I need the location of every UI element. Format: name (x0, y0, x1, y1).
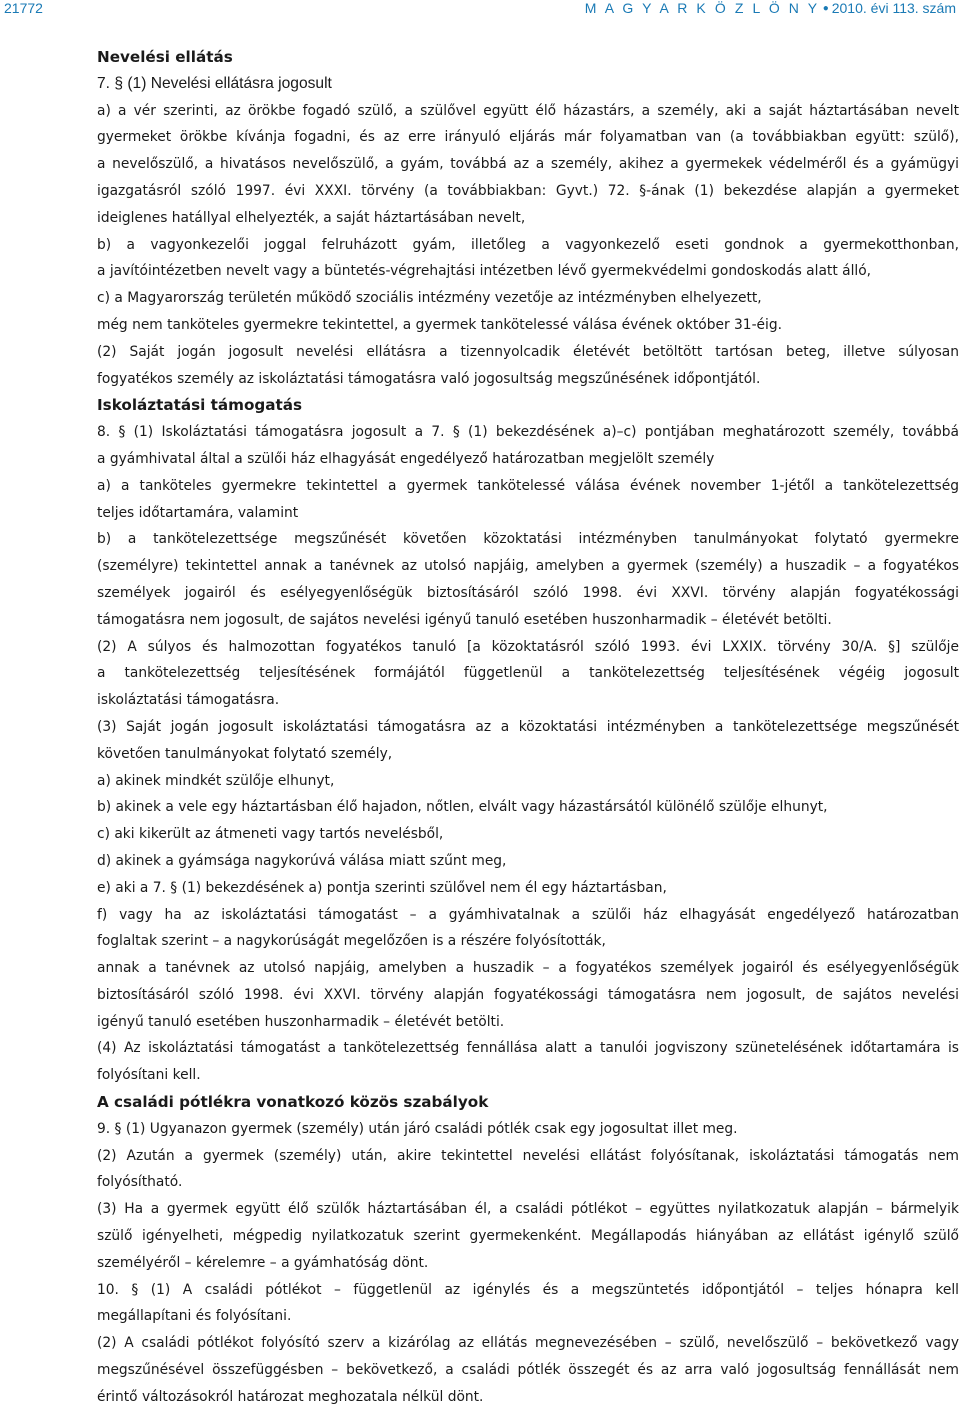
text-line: érintő változásokról határozat meghozatala nélkül dönt. (97, 1388, 484, 1405)
text-line: e) aki a 7. § (1) bekezdésének a) pontja szerinti szülővel nem él egy háztartásban, (97, 879, 667, 896)
text-line: a javítóintézetben nevelt vagy a büntetés-végrehajtási intézetben lévő gyermekvédelmi gondoskodás alatt álló, (97, 263, 872, 280)
text-line: (személyre) tekintettel annak a tanévnek az utolsó napjáig, amelyben a gyermek (személy) a huszadik – a fogyatékos (97, 558, 959, 575)
running-head (585, 0, 956, 16)
text-line: 9. § (1) Ugyanazon gyermek (személy) után járó családi pótlék csak egy jogosultat illet meg. (97, 1120, 738, 1137)
text-line: (3) Ha a gyermek együtt élő szülők háztartásában él, a családi pótlékot – együttes nyilatkozatuk alapján – bármelyik (97, 1201, 959, 1218)
text-line: f) vagy ha az iskoláztatási támogatást – a gyámhivatalnak a szülői ház elhagyását engedélyező határozatban (97, 906, 959, 923)
text-line: gyermeket örökbe kívánja fogadni, és az erre irányuló eljárás már folyamatban van (a továbbiakban együtt: szülő), (97, 129, 959, 146)
text-line: (4) Az iskoláztatási támogatást a tankötelezettség fennállása alatt a tanulói jogviszony szünetelésének időtartamára is (97, 1040, 959, 1057)
text-line: (2) Saját jogán jogosult nevelési ellátásra a tizennyolcadik életévét betöltött tartósan beteg, illetve súlyosan (97, 343, 959, 360)
text-line: követően tanulmányokat folytató személy, (97, 745, 393, 762)
text-line: a nevelőszülő, a hivatásos nevelőszülő, a gyám, továbbá az a személy, akihez a gyermekek védelméről és a gyámügyi (97, 156, 959, 173)
text-line: személyéről – kérelemre – a gyámhatóság dönt. (97, 1254, 429, 1271)
text-line: személyek jogairól és esélyegyenlőségük biztosításáról szóló 1998. évi XXVI. törvény alapján fogyatékossági (97, 584, 959, 601)
section-heading: Iskoláztatási támogatás (97, 396, 303, 415)
text-line: (2) Azután a gyermek (személy) után, akire tekintettel nevelési ellátást folyósítanak, iskoláztatási támogatás nem (97, 1147, 959, 1164)
section-heading: A családi pótlékra vonatkozó közös szabályok (97, 1093, 489, 1112)
text-line: (3) Saját jogán jogosult iskoláztatási támogatásra az a közoktatási intézményben a tankötelezettsége megszűnését (97, 718, 959, 735)
text-line: fogyatékos személy az iskoláztatási támogatásra való jogosultság megszűnésének időpontjától. (97, 370, 761, 387)
text-line: c) a Magyarország területén működő szociális intézmény vezetője az intézményben elhelyezett, (97, 290, 762, 307)
text-line: igazgatásról szóló 1997. évi XXXI. törvény (a továbbiakban: Gyvt.) 72. §-ának (1) bekezdése alapján a gyermeket (97, 182, 959, 199)
text-line: 10. § (1) A családi pótlékot – függetlenül az igénylés és a megszüntetés időpontjától – teljes hónapra kell (97, 1281, 959, 1298)
text-line: (2) A családi pótlékot folyósító szerv a kizárólag az ellátás megnevezésében – szülő, nevelőszülő – bekövetkező vagy (97, 1335, 959, 1352)
issue-label: 2010. évi 113. szám (831, 0, 956, 16)
text-line: a) a tanköteles gyermekre tekintettel a gyermek tankötelessé válása évének november 1-jétől a tankötelezettség (97, 477, 959, 494)
text-line: biztosításáról szóló 1998. évi XXVI. törvény alapján fogyatékossági támogatásra nem jogosult, de sajátos nevelési (97, 986, 959, 1003)
text-line: támogatásra nem jogosult, de sajátos nevelési igényű tanuló esetében huszonharmadik – életévét betölti. (97, 611, 832, 628)
text-line: a) akinek mindkét szülője elhunyt, (97, 772, 335, 789)
text-line: (2) A súlyos és halmozottan fogyatékos tanuló [a közoktatásról szóló 1993. évi LXXIX. törvény 30/A. §] szülője (97, 638, 959, 655)
text-line: megszűnésével összefüggésben – bekövetkező, a családi pótlék összegét és az arra való jogosultság fennállását nem (97, 1362, 959, 1379)
journal-title: M A G Y A R K Ö Z L Ö N Y (584, 0, 820, 16)
text-line: 8. § (1) Iskoláztatási támogatásra jogosult a 7. § (1) bekezdésének a)–c) pontjában meghatározott személy, továbbá (97, 424, 959, 441)
text-line: iskoláztatási támogatásra. (97, 692, 280, 709)
text-line: c) aki kikerült az átmeneti vagy tartós nevelésből, (97, 826, 444, 843)
text-line: b) a vagyonkezelői joggal felruházott gyám, illetőleg a vagyonkezelő eseti gondnok a gyermekotthonban, (97, 236, 959, 253)
text-line: b) a tankötelezettsége megszűnését követően közoktatási intézményben tanulmányokat folytató gyermekre (97, 531, 959, 548)
bullet-separator-icon: ● (822, 3, 829, 14)
text-line: annak a tanévnek az utolsó napjáig, amelyben a huszadik – a fogyatékos személyek jogairól és esélyegyenlőségük (97, 960, 959, 977)
text-line: megállapítani és folyósítani. (97, 1308, 292, 1325)
text-line: a gyámhivatal által a szülői ház elhagyását engedélyező határozatban megjelölt személy (97, 450, 715, 467)
text-line: 7. § (1) Nevelési ellátásra jogosult (97, 74, 332, 92)
text-line: d) akinek a gyámsága nagykorúvá válása miatt szűnt meg, (97, 852, 507, 869)
text-line: folyósítható. (97, 1174, 183, 1191)
text-line: folyósítani kell. (97, 1067, 201, 1084)
section-heading: Nevelési ellátás (97, 48, 233, 66)
text-line: a tankötelezettség teljesítésének formájától függetlenül a tankötelezettség teljesítésének végéig jogosult (97, 665, 959, 682)
text-line: teljes időtartamára, valamint (97, 504, 299, 521)
text-line: igényű tanuló esetében huszonharmadik – életévét betölti. (97, 1013, 505, 1030)
text-line: foglaltak szerint – a nagykorúságát megelőzően is a részére folyósították, (97, 933, 606, 950)
document-body (97, 44, 959, 1411)
text-line: b) akinek a vele egy háztartásban élő hajadon, nőtlen, elvált vagy házastársától különélő szülője elhunyt, (97, 799, 828, 816)
text-line: még nem tanköteles gyermekre tekintettel, a gyermek tankötelessé válása évének október 31-éig. (97, 316, 783, 333)
page-number: 21772 (4, 0, 43, 16)
text-line: ideiglenes hatállyal elhelyezték, a saját háztartásában nevelt, (97, 209, 526, 226)
page-header (0, 0, 960, 20)
text-line: a) a vér szerinti, az örökbe fogadó szülő, a szülővel együtt élő házastárs, a személy, aki a saját háztartásában nevelt (97, 102, 959, 119)
text-line: szülő igényelheti, mégpedig nyilatkozatuk szerint gyermekenként. Megállapodás hiányában az ellátást igénylő szülő (97, 1228, 959, 1245)
